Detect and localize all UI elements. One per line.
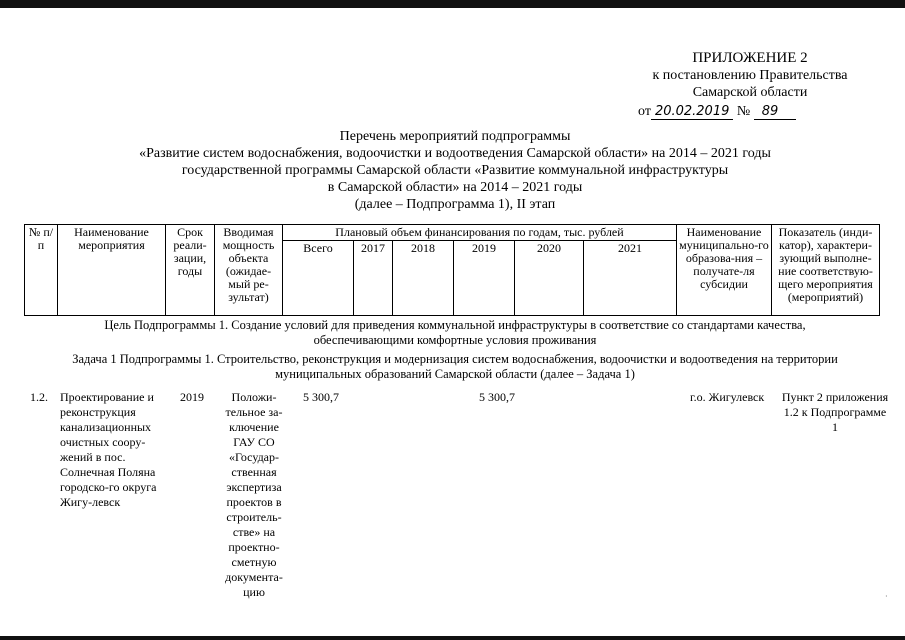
row-municipality: г.о. Жигулевск <box>690 390 765 404</box>
appendix-date-line <box>600 103 900 120</box>
handwritten-date: 20.02.2019 <box>651 104 733 120</box>
appendix-line-2: Самарской области <box>692 85 808 100</box>
heading-line-4: в Самарской области» на 2014 – 2021 годы <box>327 180 583 195</box>
row-total: 5 300,7 <box>303 390 339 404</box>
col-name: Наименование мероприятия <box>58 225 166 316</box>
col-2020: 2020 <box>515 241 584 316</box>
col-2019: 2019 <box>454 241 515 316</box>
heading-line-2: «Развитие систем водоснабжения, водоочистки и водоотведения Самарской области» на 2014 – 2021 годы <box>139 146 771 161</box>
number-prefix: № <box>736 104 751 119</box>
col-indicator: Показатель (инди-катор), характери-зующий выполне-ние соответствую-щего мероприятия (мероприятий) <box>772 225 880 316</box>
heading-line-3: государственной программы Самарской области «Развитие коммунальной инфраструктуры <box>181 163 729 178</box>
col-num: № п/п <box>25 225 58 316</box>
appendix-title: ПРИЛОЖЕНИЕ 2 <box>692 50 808 66</box>
row-2019: 5 300,7 <box>479 390 515 404</box>
col-plan: Плановый объем финансирования по годам, тыс. рублей <box>283 225 677 241</box>
col-capacity: Вводимая мощность объекта (ожидае-мый ре-зультат) <box>215 225 283 316</box>
program-goal: Цель Подпрограммы 1. Создание условий для приведения коммунальной инфраструктуры в соответствие со стандартами качества, обеспечивающими комфортные условия проживания <box>104 318 806 347</box>
appendix-block <box>600 50 900 120</box>
document-heading <box>60 128 850 213</box>
appendix-line-1: к постановлению Правительства <box>652 68 848 83</box>
scan-mark: · <box>885 592 888 601</box>
scan-top-edge <box>0 0 905 8</box>
row-capacity: Положи-тельное за-ключение ГАУ СО «Государ-ственная экспертиза проектов в строитель-стве» на проектно-сметную документа-цию <box>225 390 283 599</box>
row-activity-name: Проектирование и реконструкция канализационных очистных соору-жений в пос. Солнечная Поляна городско-го округа Жигу-левск <box>60 390 157 509</box>
col-2017: 2017 <box>354 241 393 316</box>
row-number: 1.2. <box>30 390 48 404</box>
col-term: Срок реали-зации, годы <box>166 225 215 316</box>
date-prefix: от <box>638 104 651 119</box>
col-2021: 2021 <box>584 241 677 316</box>
col-municipality: Наименование муниципально-го образова-ния – получате-ля субсидии <box>677 225 772 316</box>
row-indicator: Пункт 2 приложения 1.2 к Подпрограмме 1 <box>781 390 889 434</box>
scan-bottom-edge <box>0 636 905 640</box>
col-total: Всего <box>283 241 354 316</box>
heading-line-1: Перечень мероприятий подпрограммы <box>339 129 571 144</box>
heading-line-5: (далее – Подпрограмма 1), II этап <box>354 197 556 212</box>
handwritten-number: 89 <box>754 104 797 120</box>
table-header <box>24 224 880 316</box>
program-task: Задача 1 Подпрограммы 1. Строительство, реконструкция и модернизация систем водоснабжения, водоочистки и водоотведения на территории муниципальных образований Самарской области (далее – Задача 1) <box>72 352 838 381</box>
col-2018: 2018 <box>393 241 454 316</box>
row-year: 2019 <box>180 390 204 404</box>
